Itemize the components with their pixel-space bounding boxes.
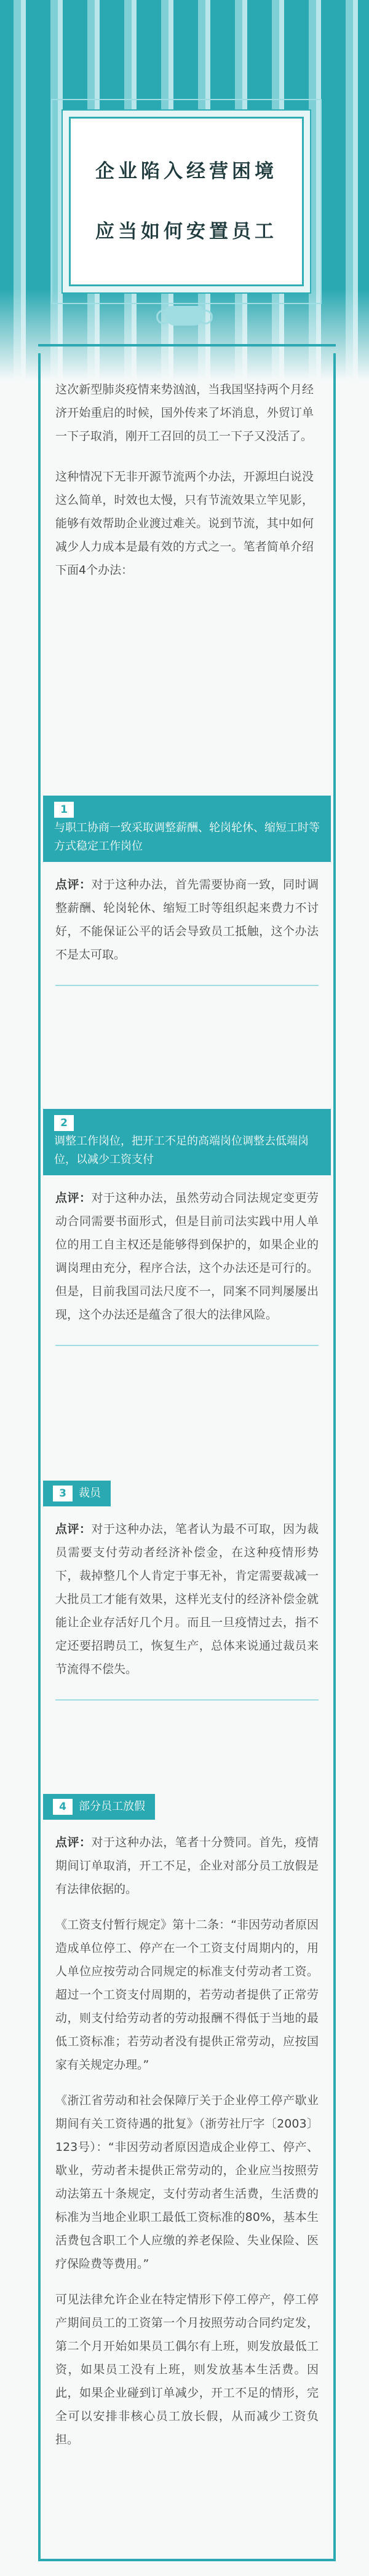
section-1-text: 对于这种办法，首先需要协商一致，同时调整薪酬、轮岗轮休、缩短工时等组织起来费力不讨好，不能保证公平的话会导致员工抵触，这个办法不是太可取。: [55, 878, 319, 961]
section-4-label: 点评：: [55, 1836, 92, 1849]
section-4-heading-text: 部分员工放假: [79, 1800, 145, 1813]
section-3: [43, 1481, 331, 1701]
title-line-1: 企业陷入经营困境: [95, 160, 277, 182]
section-3-body: [43, 1506, 331, 1681]
title-card-ring: [51, 99, 322, 304]
section-2-text: 对于这种办法，虽然劳动合同法规定变更劳动合同需要书面形式，但是目前司法实践中用人单位的用工自主权还是能够得到保护的，如果企业的调岗理由充分，程序合法，这个办法还是可行的。但是，目前我国司法尺度不一，同案不同判屡屡出现，这个办法还是蕴含了很大的法律风险。: [55, 1191, 319, 1321]
section-2-divider: [55, 1345, 319, 1346]
section-1-label: 点评：: [55, 878, 92, 891]
section-4-paragraph-3: 《浙江省劳动和社会保障厅关于企业停工停产歇业期间有关工资待遇的批复》（浙劳社厅字〔2003〕123号）：“非因劳动者原因造成企业停工、停产、歇业，劳动者未提供正常劳动的，企业应当按照劳动法第五十条规定，支付劳动者生活费，生活费的标准为当地企业职工最低工资标准的80%，基本生活费包含职工个人应缴的养老保险、失业保险、医疗保险费等费用。”: [55, 2094, 319, 2271]
section-3-heading-text: 裁员: [79, 1487, 101, 1500]
section-3-number: 3: [53, 1486, 73, 1501]
face-mask-icon: [166, 306, 203, 326]
intro-section: [55, 378, 314, 582]
title-card: [69, 117, 304, 286]
section-2-heading: [43, 1109, 331, 1175]
section-1-heading-text: 与职工协商一致采取调整薪酬、轮岗轮休、缩短工时等方式稳定工作岗位: [54, 821, 320, 853]
section-2-label: 点评：: [55, 1191, 92, 1205]
section-4-heading: [43, 1794, 155, 1820]
section-3-divider: [55, 1699, 319, 1701]
intro-paragraph-2: 这种情况下无非开源节流两个办法，开源坦白说没这么简单，时效也太慢，只有节流效果立竿见影，能够有效帮助企业渡过难关。说到节流，其中如何减少人力成本是最有效的方式之一。笔者简单介绍下面4个办法：: [55, 470, 314, 577]
section-2-heading-text: 调整工作岗位，把开工不足的高端岗位调整去低端岗位，以减少工资支付: [54, 1135, 309, 1166]
section-4: [43, 1794, 331, 2451]
section-4-text: 对于这种办法，笔者十分赞同。首先，疫情期间订单取消，开工不足，企业对部分员工放假是有法律依据的。: [55, 1836, 319, 1896]
section-1-heading: [43, 796, 331, 862]
section-2-number: 2: [54, 1115, 74, 1131]
intro-paragraph-1: 这次新型肺炎疫情来势汹汹，当我国坚持两个月经济开始重启的时候，国外传来了坏消息，外贸订单一下子取消，刚开工召回的员工一下子又没活了。: [55, 383, 314, 443]
section-4-body: [43, 1820, 331, 2451]
section-4-paragraph-2: 《工资支付暂行规定》第十二条：“非因劳动者原因造成单位停工、停产在一个工资支付周期内的，用人单位应按劳动合同规定的标准支付劳动者工资。超过一个工资支付周期的，若劳动者提供了正常劳动，则支付给劳动者的劳动报酬不得低于当地的最低工资标准；若劳动者没有提供正常劳动，应按国家有关规定办理。”: [55, 1918, 319, 2072]
frame-bottom-border: [38, 2559, 336, 2561]
section-1-body: [43, 862, 331, 966]
section-3-heading: [43, 1481, 111, 1506]
title-line-2: 应当如何安置员工: [95, 221, 277, 243]
section-3-text: 对于这种办法，笔者认为最不可取，因为裁员需要支付劳动者经济补偿金，在这种疫情形势下，裁掉整几个人肯定于事无补，肯定需要裁减一大批员工才能有效果，这样光支付的经济补偿金就能让企业存活好几个月。而且一旦疫情过去，指不定还要招聘员工，恢复生产，总体来说通过裁员来节流得不偿失。: [55, 1522, 319, 1676]
section-3-label: 点评：: [55, 1522, 92, 1536]
section-2-body: [43, 1175, 331, 1326]
section-1: [43, 796, 331, 986]
frame-top-border: [38, 344, 336, 346]
section-4-number: 4: [53, 1799, 73, 1815]
section-1-divider: [55, 985, 319, 986]
section-2: [43, 1109, 331, 1346]
section-4-paragraph-4: 可见法律允许企业在特定情形下停工停产，停工停产期间员工的工资第一个月按照劳动合同约定发，第二个月开始如果员工偶尔有上班，则发放最低工资，如果员工没有上班，则发放基本生活费。因此，如果企业碰到订单减少，开工不足的情形，完全可以安排非核心员工放长假，从而减少工资负担。: [55, 2293, 319, 2446]
section-1-number: 1: [54, 802, 74, 818]
